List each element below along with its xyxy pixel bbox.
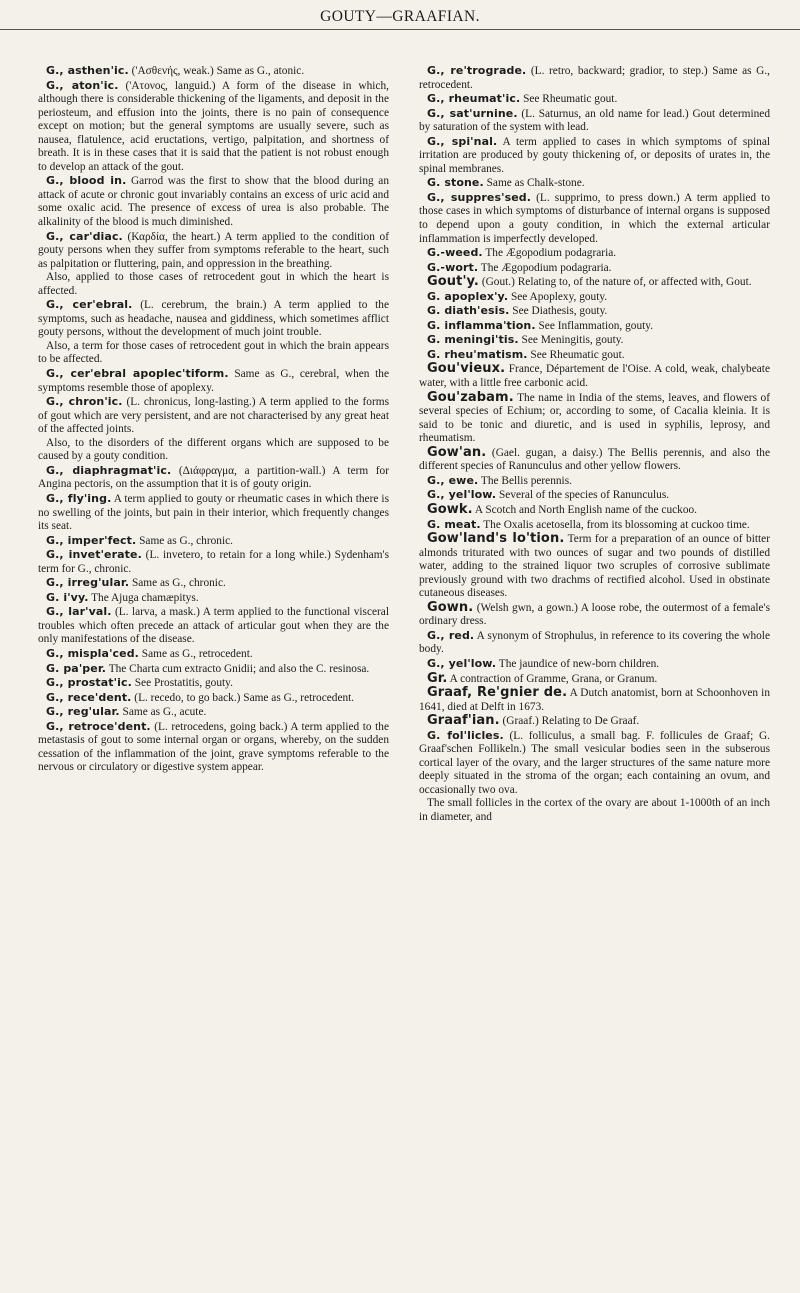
entry-definition: See Apoplexy, gouty.: [508, 290, 608, 303]
entry-headword: G., reg'ular.: [46, 705, 120, 719]
entry-definition: The Ajuga chamæpitys.: [88, 591, 199, 604]
dictionary-entry: [419, 518, 770, 533]
entry-definition: The Ægopodium podagraria.: [482, 247, 617, 260]
dictionary-entry: [419, 246, 770, 261]
dictionary-entry: [38, 174, 389, 229]
entry-headword: G., car'diac.: [46, 229, 123, 243]
entry-definition: See Prostatitis, gouty.: [131, 677, 233, 690]
entry-definition: The Ægopodium podagraria.: [478, 261, 612, 274]
entry-headword: Graaf'ian.: [427, 713, 500, 729]
dictionary-entry: [419, 714, 770, 729]
entry-headword: Gown.: [427, 599, 474, 615]
entry-headword: G., retroce'dent.: [46, 719, 151, 733]
dictionary-entry: [419, 672, 770, 687]
dictionary-entry: [419, 362, 770, 390]
entry-headword: G., suppres'sed.: [427, 190, 532, 204]
entry-headword: Gow'an.: [427, 444, 487, 460]
dictionary-entry: [38, 230, 389, 272]
entry-definition: (L. chronicus, long-lasting.) A term applied to the forms of gout which are very persistent, and are not characterised by any great heat of the affected joints.: [38, 396, 389, 436]
entry-definition: The name in India of the stems, leaves, and flowers of several species of Echium; or, according to some, of Cacalia kleinia. It is said to be tonic and diuretic, and is used in syphilis, leprosy, and rheumatism.: [419, 391, 770, 445]
dictionary-entry: [38, 464, 389, 492]
running-head: GOUTY—GRAAFIAN.: [0, 8, 800, 30]
entry-definition: (L. retrocedens, going back.) A term applied to the metastasis of gout to some internal organ or organs, whereby, on the sudden cessation of the inflammation of the joint, grave symptoms referable to the nervous or circulatory or digestive system appear.: [38, 720, 390, 774]
entry-headword: G., aton'ic.: [46, 78, 119, 92]
entry-definition: The Bellis perennis.: [478, 474, 572, 487]
entry-headword: G. pa'per.: [46, 661, 107, 675]
entry-definition: (Gael. gugan, a daisy.) The Bellis perennis, and also the different species of Ranunculus and other yellow flowers.: [419, 446, 770, 473]
dictionary-entry: [419, 304, 770, 319]
entry-headword: G.-weed.: [427, 246, 483, 260]
dictionary-entry: [419, 107, 770, 135]
entry-definition: (Welsh gwn, a gown.) A loose robe, the outermost of a female's ordinary dress.: [419, 601, 770, 628]
entry-headword: G. rheu'matism.: [427, 347, 528, 361]
dictionary-entry: [419, 391, 770, 446]
entry-headword: G., mispla'ced.: [46, 646, 139, 660]
entry-headword: G., prostat'ic.: [46, 676, 132, 690]
entry-definition: Same as Chalk-stone.: [483, 177, 585, 190]
dictionary-entry: [38, 492, 389, 534]
entry-definition: (L. larva, a mask.) A term applied to the functional visceral troubles which often precede an attack of articular gout when they are the only manifestations of the disease.: [38, 606, 389, 646]
entry-definition: ('Ασθενής, weak.) Same as G., atonic.: [128, 65, 305, 77]
entry-headword: G., re'trograde.: [427, 64, 527, 77]
entry-headword: G., rece'dent.: [46, 690, 132, 704]
entry-definition: (L. cerebrum, the brain.) A term applied to the symptoms, such as headache, nausea and giddiness, which sometimes afflict gouty persons, without the development of much joint trouble.: [38, 299, 389, 339]
entry-definition: (Graaf.) Relating to De Graaf.: [499, 715, 640, 728]
entry-headword: Graaf, Re'gnier de.: [427, 685, 568, 701]
entry-headword: G. stone.: [427, 176, 484, 190]
entry-definition: Same as G., cerebral, when the symptoms resemble those of apoplexy.: [38, 368, 389, 394]
entry-headword: G., red.: [427, 628, 475, 642]
entry-headword: Gou'vieux.: [427, 361, 506, 377]
entry-headword: Gowk.: [427, 501, 473, 517]
entry-headword: G., imper'fect.: [46, 533, 137, 547]
entry-headword: G., yel'low.: [427, 488, 497, 502]
entry-definition: A contraction of Gramme, Grana, or Granum.: [447, 672, 658, 685]
entry-definition: (L. Saturnus, an old name for lead.) Gout determined by saturation of the system with lead.: [419, 107, 770, 134]
entry-definition: (Gout.) Relating to, of the nature of, or affected with, Gout.: [478, 276, 752, 289]
entry-definition: (Διάφραγμα, a partition-wall.) A term for Angina pectoris, on the assumption that it is of gouty origin.: [38, 464, 389, 491]
entry-definition: Same as G., retrocedent.: [138, 647, 253, 660]
entry-headword: Gr.: [427, 670, 448, 686]
entry-headword: Gow'land's lo'tion.: [427, 531, 565, 547]
dictionary-entry: [419, 657, 770, 672]
dictionary-entry: [38, 576, 389, 591]
entry-definition: Same as G., acute.: [119, 706, 207, 719]
dictionary-entry: [419, 474, 770, 489]
dictionary-entry: [419, 348, 770, 363]
entry-headword: G., asthen'ic.: [46, 64, 129, 77]
entry-definition: (L. folliculus, a small bag. F. follicules de Graaf; G. Graaf'schen Follikeln.) The small vesicular bodies seen in the subserous cortical layer of the ovary, and the larger structures of the same nature more deeply situated in the stroma of the organ; each containing an ovum, and occasionally two ova.: [419, 729, 770, 796]
entry-headword: G., chron'ic.: [46, 395, 123, 409]
entry-definition: A synonym of Strophulus, in reference to its covering the whole body.: [419, 629, 770, 656]
entry-definition: See Rheumatic gout.: [520, 93, 618, 106]
entry-headword: G. meningi'tis.: [427, 333, 519, 347]
dictionary-entry: [38, 676, 389, 691]
dictionary-entry: [38, 367, 389, 395]
entry-headword: G., diaphragmat'ic.: [46, 463, 172, 477]
entry-headword: G., ewe.: [427, 473, 479, 487]
dictionary-entry: [38, 605, 389, 647]
entry-headword: G., cer'ebral apoplec'tiform.: [46, 367, 229, 381]
entry-definition: Same as G., chronic.: [136, 534, 233, 547]
dictionary-entry: [419, 686, 770, 714]
entry-headword: G., lar'val.: [46, 605, 112, 619]
dictionary-entry: [38, 705, 389, 720]
entry-headword: G., fly'ing.: [46, 491, 112, 505]
entry-headword: G., blood in.: [46, 174, 127, 188]
entry-headword: G., spi'nal.: [427, 134, 498, 148]
entry-headword: G., invet'erate.: [46, 548, 142, 562]
dictionary-entry: [419, 488, 770, 503]
entry-definition: (L. supprimo, to press down.) A term applied to those cases in which symptoms of disturbance of internal organs is supposed to depend upon a gouty condition, in which the external articular inflammation is imperfectly developed.: [419, 191, 770, 245]
entry-headword: G. fol'licles.: [427, 728, 504, 742]
entry-headword: G.-wort.: [427, 260, 479, 274]
dictionary-entry: [38, 662, 389, 677]
dictionary-entry: [38, 647, 389, 662]
dictionary-entry: [38, 79, 389, 175]
entry-continuation: Also, a term for those cases of retrocedent gout in which the brain appears to be affected.: [38, 339, 389, 366]
dictionary-entry: [38, 298, 389, 340]
dictionary-entry: [38, 591, 389, 606]
entry-headword: G., rheumat'ic.: [427, 92, 521, 106]
dictionary-entry: [419, 191, 770, 246]
dictionary-entry: [419, 601, 770, 629]
entry-headword: G. i'vy.: [46, 590, 89, 604]
dictionary-entry: [38, 534, 389, 549]
entry-continuation: Also, to the disorders of the different organs which are supposed to be caused by a gouty condition.: [38, 436, 389, 463]
right-column: [419, 64, 770, 825]
entry-headword: Gout'y.: [427, 274, 479, 290]
entry-definition: See Inflammation, gouty.: [535, 319, 654, 332]
dictionary-entry: [419, 261, 770, 276]
entry-definition: Several of the species of Ranunculus.: [496, 489, 670, 502]
entry-headword: Gou'zabam.: [427, 389, 514, 405]
entry-definition: The Charta cum extracto Gnidii; and also the C. resinosa.: [106, 662, 370, 675]
entry-definition: France, Département de l'Oise. A cold, weak, chalybeate water, with a little free carbonic acid.: [419, 363, 770, 390]
dictionary-entry: [419, 92, 770, 107]
entry-definition: (L. retro, backward; gradior, to step.) Same as G., retrocedent.: [419, 65, 770, 91]
dictionary-entry: [419, 135, 770, 177]
dictionary-entry: [419, 176, 770, 191]
entry-definition: A term applied to gouty or rheumatic cases in which there is no swelling of the joints, but pain in their interior, which frequently changes its seat.: [38, 492, 389, 533]
entry-definition: See Rheumatic gout.: [527, 348, 625, 361]
entry-definition: ('Ατονος, languid.) A form of the disease in which, although there is considerable thickening of the ligaments, and deposit in the periosteum, and effusion into the joints, there is no pain of consequence except on motion; but the general symptoms are usually severe, such as nausea, flatulence, acid eructations, vertigo, palpitation, and shortness of breath. It is in these cases that it is said that the patient is not robust enough to develop an attack of the gout.: [38, 79, 389, 173]
entry-headword: G. meat.: [427, 517, 481, 531]
left-column: [38, 64, 389, 775]
dictionary-entry: [419, 275, 770, 290]
dictionary-entry: [419, 446, 770, 474]
entry-headword: G. diath'esis.: [427, 304, 510, 318]
entry-definition: A Dutch anatomist, born at Schoonhoven in 1641, died at Delft in 1673.: [419, 687, 770, 713]
entry-definition: The Oxalis acetosella, from its blossoming at cuckoo time.: [480, 518, 750, 531]
entry-headword: G., irreg'ular.: [46, 576, 130, 590]
dictionary-entry: [419, 290, 770, 305]
dictionary-entry: [419, 729, 770, 798]
entry-definition: (L. invetero, to retain for a long while.) Sydenham's term for G., chronic.: [38, 549, 389, 575]
entry-definition: (L. recedo, to go back.) Same as G., retrocedent.: [131, 691, 355, 704]
entry-definition: Same as G., chronic.: [129, 577, 226, 590]
dictionary-entry: [419, 629, 770, 657]
entry-definition: Term for a preparation of an ounce of bitter almonds triturated with two ounces of sugar and two pounds of distilled water, adding to the strained liquor two scruples of corrosive sublimate previously ground with two drachms of rectified alcohol. Used in obstinate cutaneous diseases.: [419, 533, 770, 600]
dictionary-entry: [419, 503, 770, 518]
dictionary-entry: [419, 333, 770, 348]
entry-headword: G., yel'low.: [427, 656, 497, 670]
entry-headword: G., sat'urnine.: [427, 106, 518, 120]
entry-definition: (Καρδία, the heart.) A term applied to the condition of gouty persons when they suffer from symptoms referable to the heart, such as palpitation or fluttering, pain, and oppression in the breathing.: [38, 230, 389, 270]
entry-definition: A term applied to cases in which symptoms of spinal irritation are produced by gouty thickening of, or deposits of urates in, the spinal membranes.: [419, 135, 771, 175]
dictionary-entry: [38, 691, 389, 706]
dictionary-entry: [419, 64, 770, 92]
dictionary-entry: [419, 532, 770, 601]
entry-headword: G. inflamma'tion.: [427, 318, 536, 332]
dictionary-entry: [38, 720, 389, 775]
entry-continuation: The small follicles in the cortex of the ovary are about 1-1000th of an inch in diameter, and: [419, 797, 770, 823]
entry-definition: See Meningitis, gouty.: [518, 334, 624, 347]
entry-headword: G., cer'ebral.: [46, 298, 133, 312]
dictionary-entry: [419, 319, 770, 334]
dictionary-entry: [38, 64, 389, 79]
dictionary-entry: [38, 395, 389, 437]
entry-definition: The jaundice of new-born children.: [496, 657, 660, 670]
entry-headword: G. apoplex'y.: [427, 289, 509, 303]
entry-definition: Garrod was the first to show that the blood during an attack of acute or chronic gout invariably contains an excess of uric acid and some oxalic acid. The presence of excess of urea is also probable. The alkalinity of the blood is much diminished.: [38, 175, 389, 229]
entry-definition: See Diathesis, gouty.: [509, 305, 608, 318]
dictionary-entry: [38, 548, 389, 576]
entry-definition: A Scotch and North English name of the cuckoo.: [472, 503, 698, 516]
entry-continuation: Also, applied to those cases of retrocedent gout in which the heart is affected.: [38, 271, 389, 297]
